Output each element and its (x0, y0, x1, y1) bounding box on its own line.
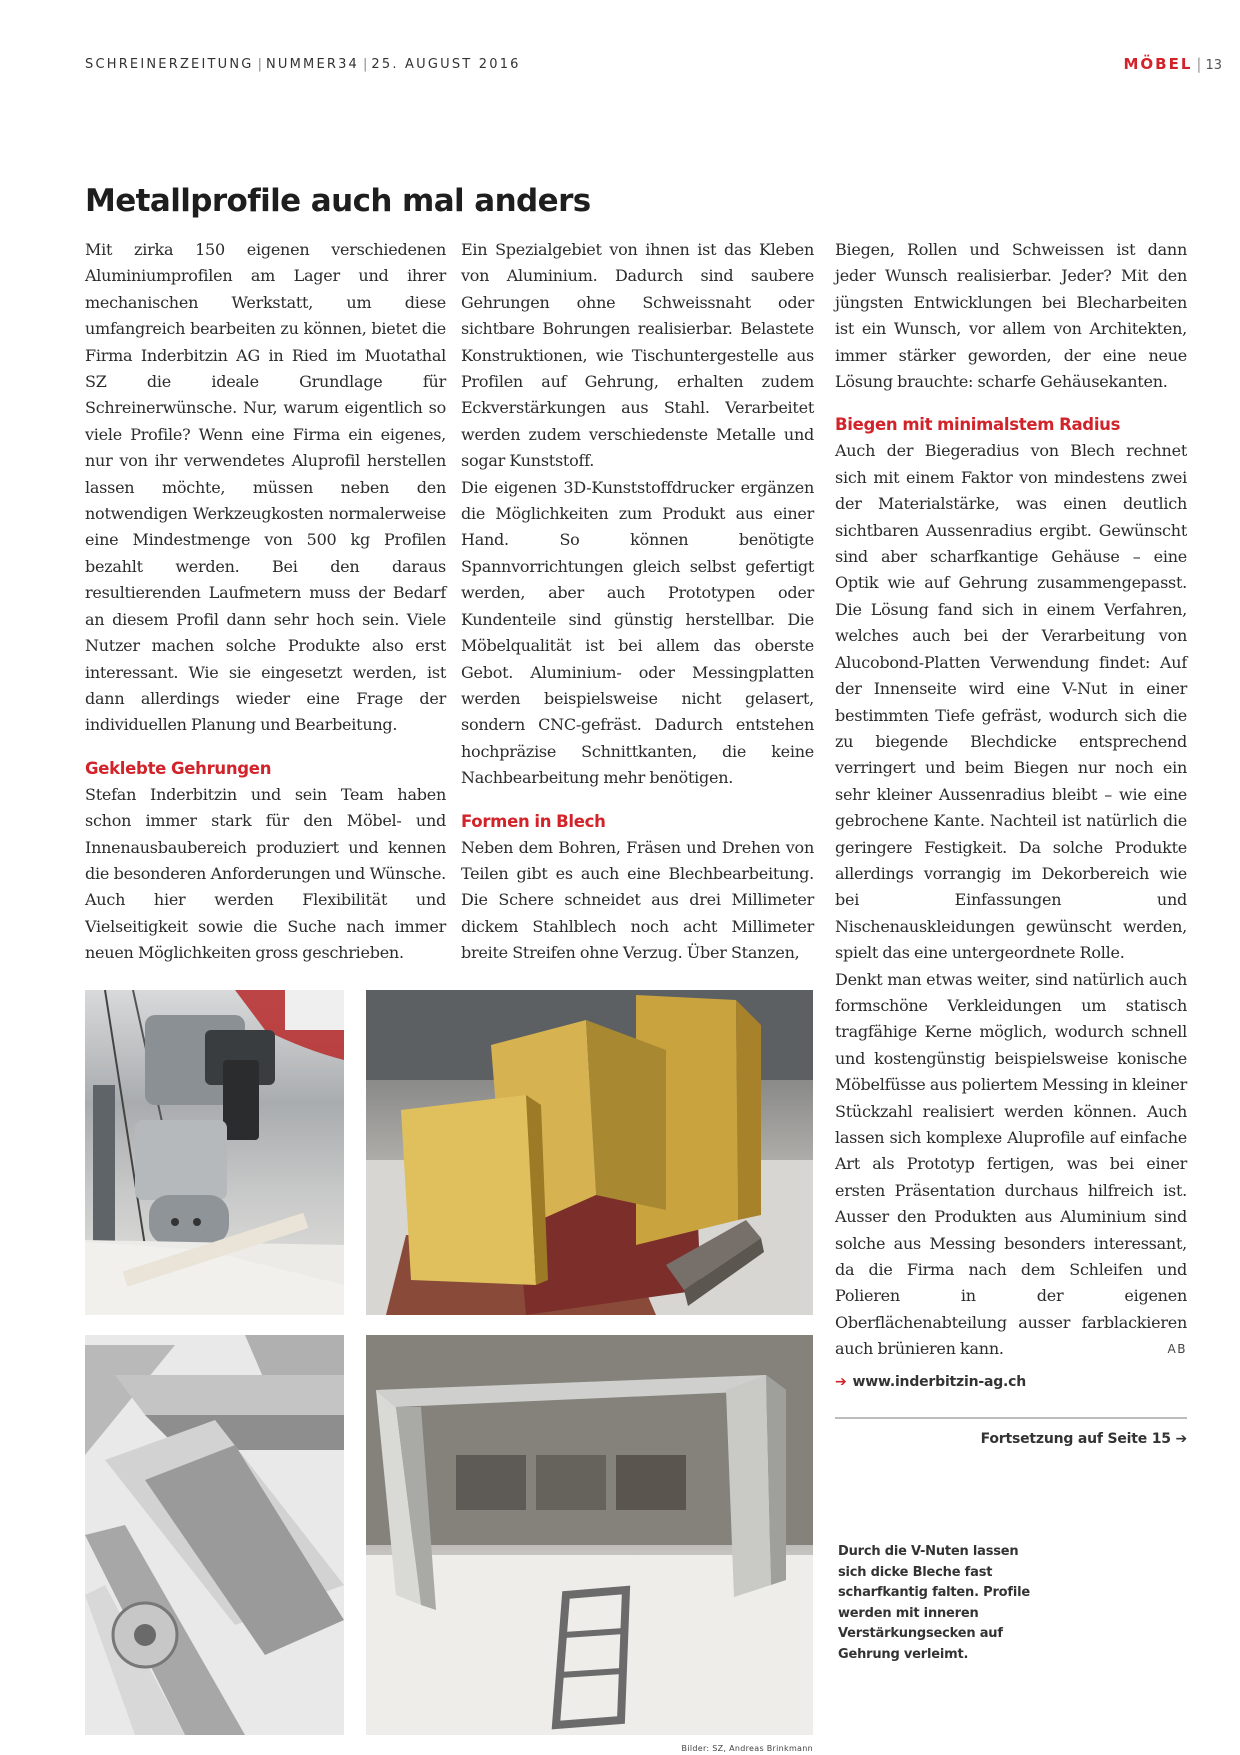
running-header: SCHREINERZEITUNG | NUMMER34 | 25. AUGUST 2016 (85, 57, 521, 72)
photo-cnc-milling (85, 990, 344, 1315)
photo-credit: Bilder: SZ, Andreas Brinkmann (681, 1744, 813, 1753)
divider (835, 1417, 1187, 1419)
photo-caption: Durch die V-Nuten lassen sich dicke Bleche fast scharfkantig falten. Profile werden mit inneren Verstärkungsecken auf Gehrung verleimt. (838, 1544, 1031, 1662)
web-link-text[interactable]: www.inderbitzin-ag.ch (852, 1373, 1027, 1390)
paragraph-text: Denkt man etwas weiter, sind natürlich auch formschöne Verkleidungen um statisch tragfähige Kerne möglich, wodurch schnell und kostengünstig beispielsweise konische Möbelfüsse aus poliertem Messing in kleiner Stückzahl realisiert werden können. Auch lassen sich komplexe Aluprofile auf einfache Art als Prototyp fertigen, was bei einer ersten Präsentation durchaus hilfreich ist. Ausser den Produkten aus Aluminium sind solche aus Messing besonders interessant, da die Firma nach dem Schleifen und Polieren in der eigenen Oberflächenabteilung ausser farblackieren auch brünieren kann. (835, 969, 1187, 1359)
section-header: MÖBEL | 13 (1123, 55, 1222, 73)
cnc-machine-illustration (85, 990, 344, 1315)
photo-aluminium-profiles (85, 1335, 344, 1735)
subheading: Geklebte Gehrungen (85, 758, 272, 778)
subheading: Formen in Blech (461, 811, 606, 831)
article-column-1 (85, 237, 446, 967)
paragraph: Ein Spezialgebiet von ihnen ist das Kleben von Aluminium. Dadurch sind saubere Gehrungen ohne Schweissnaht oder sichtbare Bohrungen realisierbar. Belastete Konstruktionen, wie Tischuntergestelle aus Profilen auf Gehrung, erhalten zudem Eckverstärkungen aus Stahl. Verarbeitet werden zudem verschiedenste Metalle und sogar Kunststoff. (461, 240, 814, 471)
paragraph: Biegen, Rollen und Schweissen ist dann jeder Wunsch realisierbar. Jeder? Mit den jüngsten Entwicklungen bei Blecharbeiten ist ein Wunsch, vor allem von Architekten, immer stärker geworden, der eine neue Lösung brauchte: scharfe Gehäusekanten. (835, 240, 1187, 392)
issue-date: 25. AUGUST 2016 (371, 57, 521, 72)
article-column-3 (835, 237, 1187, 1395)
subheading: Biegen mit minimalstem Radius (835, 415, 1121, 435)
issue-number: NUMMER34 (265, 57, 360, 72)
bent-table-illustration (366, 1335, 813, 1735)
paragraph: Neben dem Bohren, Fräsen und Drehen von Teilen gibt es auch eine Blechbearbeitung. Die Schere schneidet aus drei Millimeter dickem Stahlblech noch acht Millimeter breite Streifen ohne Verzug. Über Stanzen, (461, 837, 814, 963)
paragraph (835, 967, 1187, 1363)
brass-sheets-illustration (366, 990, 813, 1315)
photo-brass-sheets (366, 990, 813, 1315)
section-name: MÖBEL (1123, 55, 1193, 73)
paragraph: Auch der Biegeradius von Blech rechnet sich mit einem Faktor von mindestens zwei der Materialstärke, was einen deutlich sichtbaren Aussenradius ergibt. Gewünscht sind aber scharfkantige Gehäuse – eine Optik wie auf Gehrung zusammengepasst. Die Lösung fand sich in einem Verfahren, welches auch bei der Verarbeitung von Alucobond-Platten Verwendung findet: Auf der Innenseite wird eine V-Nut in einer bestimmten Tiefe gefräst, wodurch sich die zu biegende Blechdicke entsprechend verringert und beim Biegen nur noch ein sehr kleiner Aussenradius bleibt – wie eine gebrochene Kante. Nachteil ist natürlich die geringere Festigkeit. Da solche Produkte allerdings vorrangig im Dekorbereich wie bei Einfassungen und Nischenauskleidungen gewünscht werden, spielt das eine untergeordnete Rolle. (835, 441, 1187, 963)
paragraph: Stefan Inderbitzin und sein Team haben schon immer stark für den Möbel- und Innenausbaubereich produziert und kennen die besonderen Anforderungen und Wünsche. Auch hier werden Flexibilität und Vielseitigkeit sowie die Suche nach immer neuen Möglichkeiten gross geschrieben. (85, 784, 446, 963)
photo-bent-sheet-table (366, 1335, 813, 1735)
paragraph: Die eigenen 3D-Kunststoffdrucker ergänzen die Möglichkeiten zum Produkt aus einer Hand. So können benötigte Spannvorrichtungen gleich selbst gefertigt werden, aber auch Prototypen oder Kundenteile sind günstig herstellbar. Die Möbelqualität ist bei allem das oberste Gebot. Aluminium- oder Messingplatten werden beispielsweise nicht gelasert, sondern CNC-gefräst. Dadurch entstehen hochpräzise Schnittkanten, die keine Nachbearbeitung mehr benötigen. (461, 477, 814, 788)
continued-notice[interactable]: Fortsetzung auf Seite 15 ➔ (980, 1431, 1187, 1447)
author-initials: AB (1167, 1342, 1187, 1357)
article-title: Metallprofile auch mal anders (85, 183, 591, 219)
profile-corners-illustration (85, 1335, 344, 1735)
publication-name: SCHREINERZEITUNG (85, 57, 254, 72)
page-number: 13 (1205, 58, 1222, 73)
paragraph: Mit zirka 150 eigenen verschiedenen Aluminiumprofilen am Lager und ihrer mechanischen Werkstatt, um diese umfangreich bearbeiten zu können, bietet die Firma Inderbitzin AG in Ried im Muotathal SZ die ideale Grundlage für Schreinerwünsche. Nur, warum eigentlich so viele Profile? Wenn eine Firma ein eigenes, nur von ihr verwendetes Aluprofil herstellen lassen möchte, müssen neben den notwendigen Werkzeugkosten normalerweise eine Mindestmenge von 500 kg Profilen bezahlt werden. Bei den daraus resultierenden Laufmetern muss der Bedarf an diesem Profil dann sehr hoch sein. Viele Nutzer machen solche Produkte also erst interessant. Wie sie eingesetzt werden, ist dann allerdings wieder eine Frage der individuellen Planung und Bearbeitung. (85, 240, 446, 735)
web-link[interactable] (835, 1369, 1187, 1395)
article-column-2 (461, 237, 814, 967)
arrow-right-icon: ➔ (835, 1373, 847, 1390)
